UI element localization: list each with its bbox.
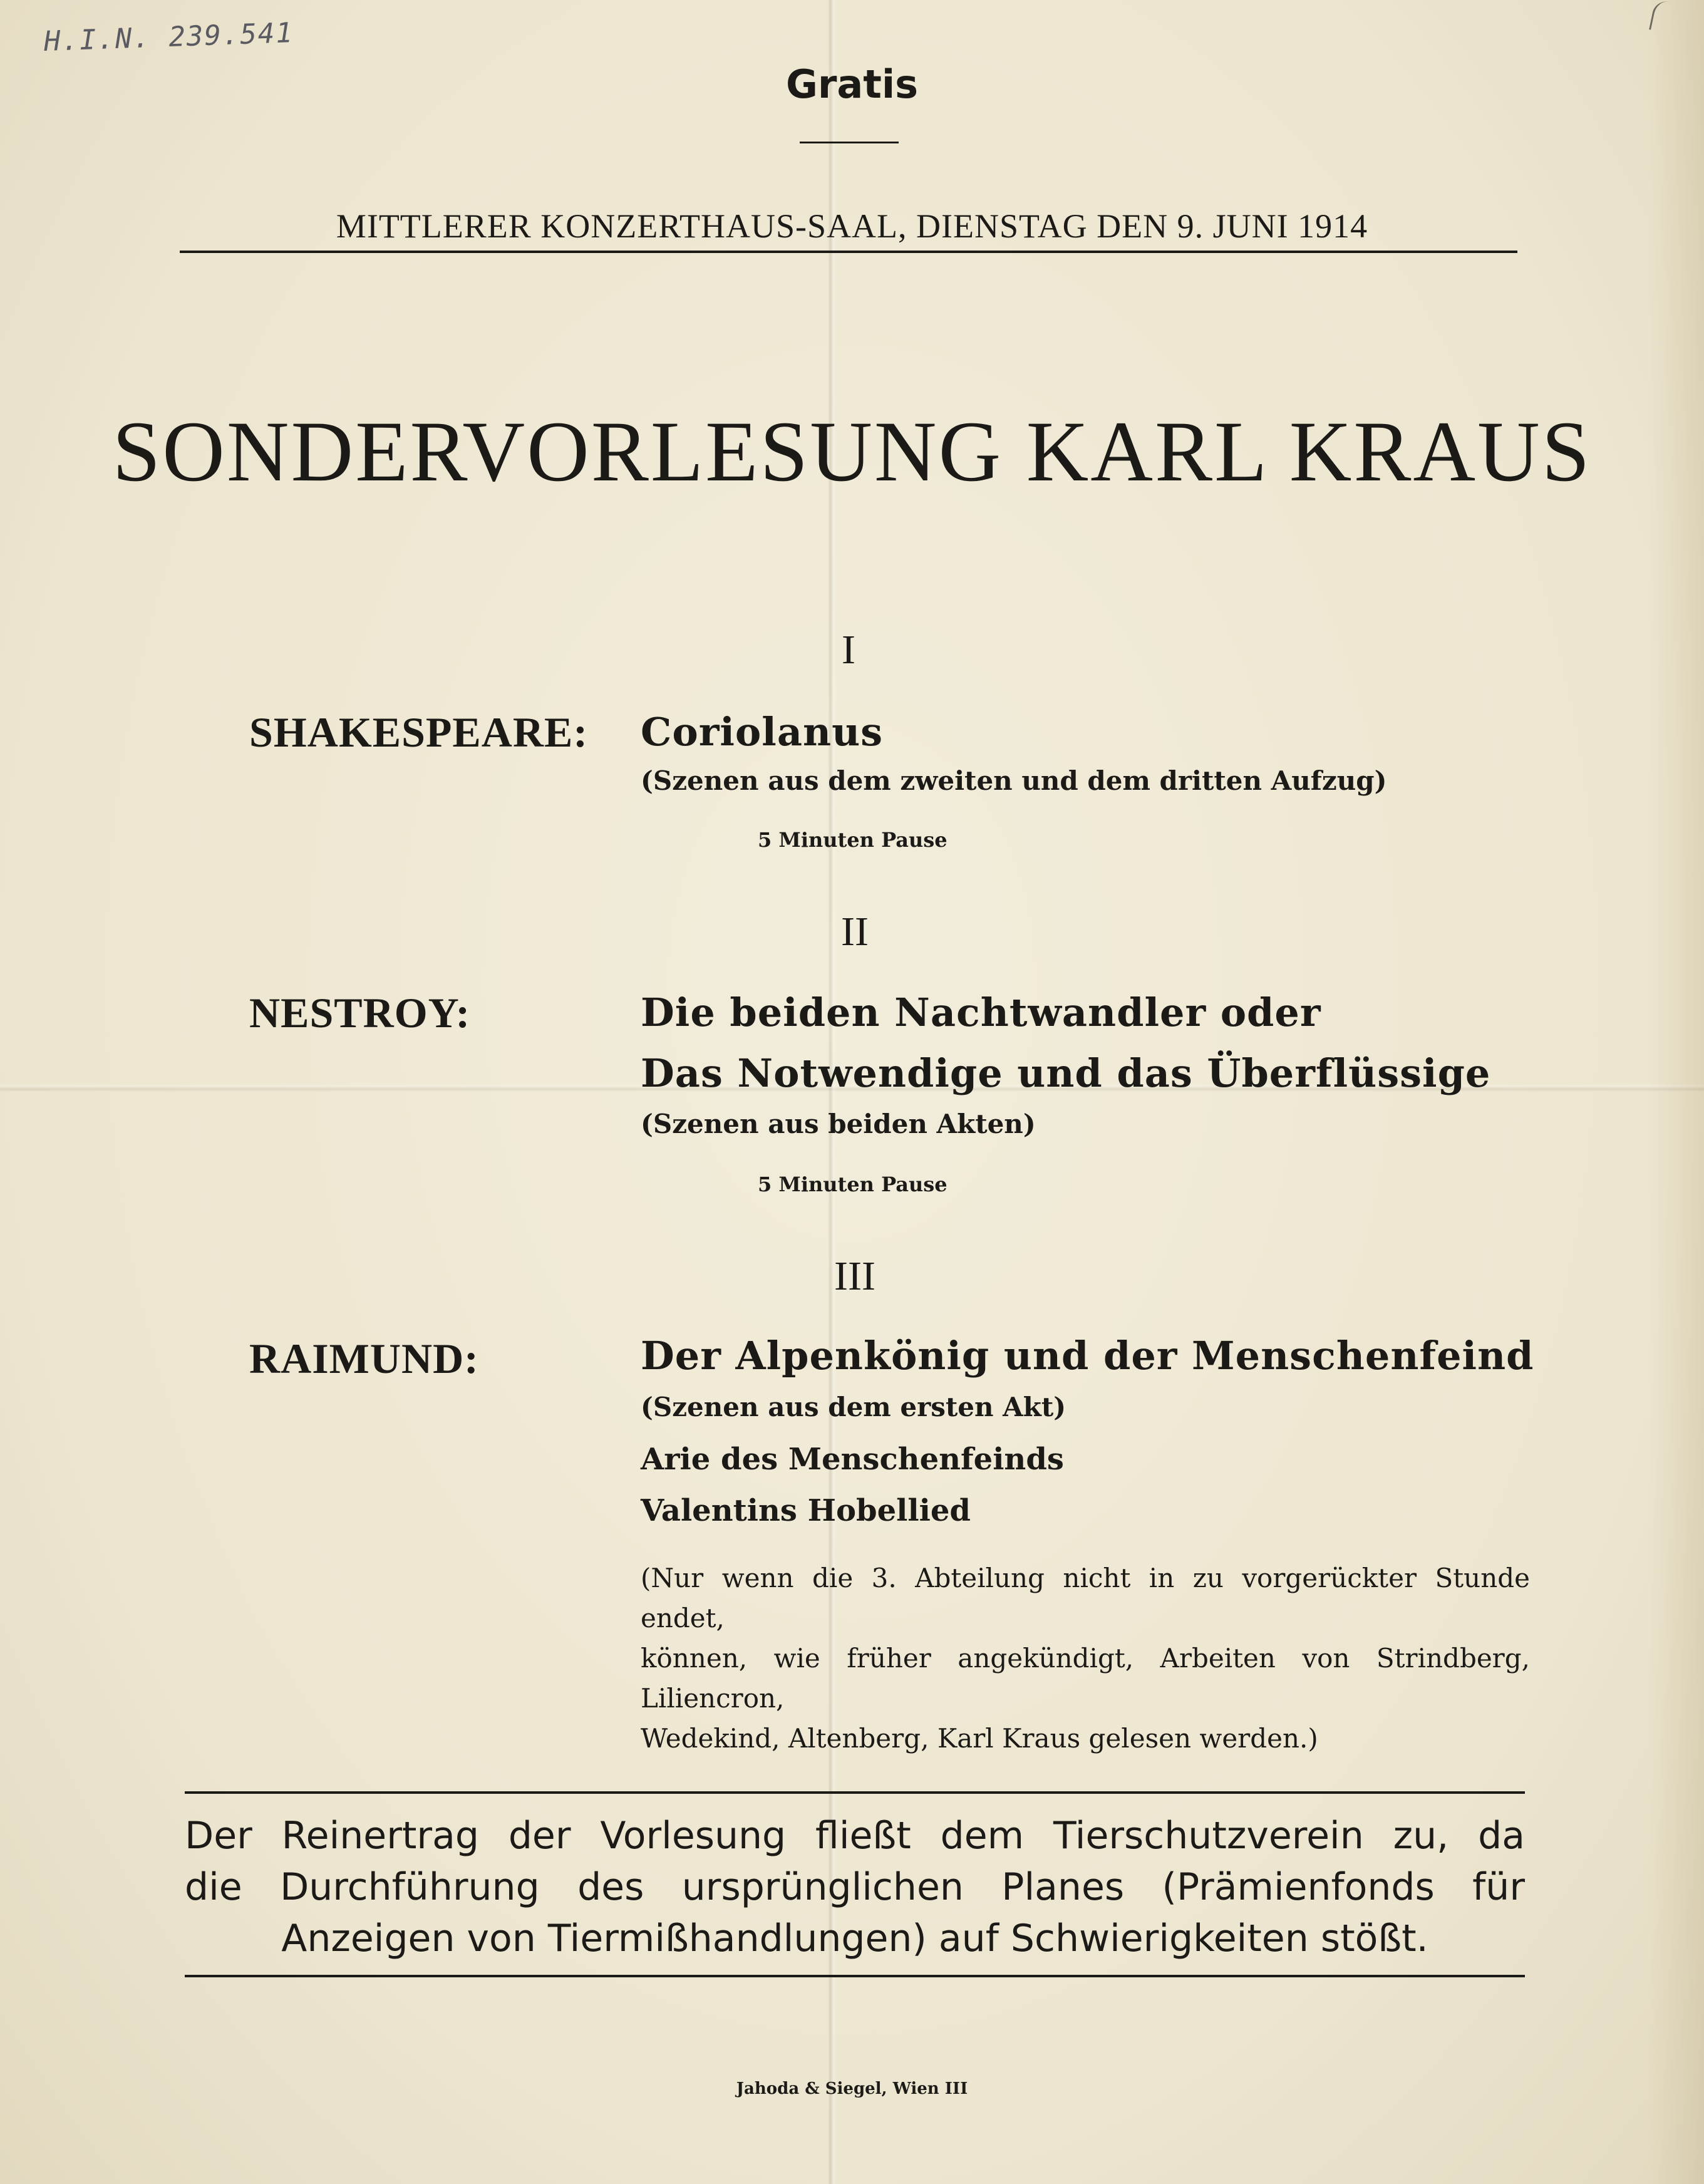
paper-edge-stain xyxy=(1648,0,1704,2184)
proceeds-notice xyxy=(185,1810,1525,1964)
section-numeral-1: I xyxy=(842,627,855,673)
section-pause-1: 5 Minuten Pause xyxy=(758,828,948,852)
section-note-2: (Szenen aus beiden Akten) xyxy=(641,1109,1036,1139)
venue-rule xyxy=(180,251,1517,253)
gratis-divider xyxy=(800,142,899,143)
section-note-1: (Szenen aus dem zweiten und dem dritten Aufzug) xyxy=(641,765,1387,796)
song-hobellied: Valentins Hobellied xyxy=(641,1493,971,1528)
proceeds-line: Anzeigen von Tiermißhandlungen) auf Schwierigkeiten stößt. xyxy=(281,1917,1428,1960)
proceeds-line: die Durchführung des ursprünglichen Planes (Prämienfonds für xyxy=(185,1865,1525,1909)
page-title: SONDERVORLESUNG KARL KRAUS xyxy=(112,403,1592,499)
song-aria: Arie des Menschenfeinds xyxy=(641,1442,1064,1477)
section-work-3: Der Alpenkönig und der Menschenfeind xyxy=(641,1333,1534,1379)
remark-line: Wedekind, Altenberg, Karl Kraus gelesen werden.) xyxy=(641,1723,1318,1754)
proceeds-line: Der Reinertrag der Vorlesung fließt dem Tierschutzverein zu, da xyxy=(185,1814,1525,1858)
proceeds-top-rule xyxy=(185,1791,1525,1794)
section-numeral-3: III xyxy=(834,1253,875,1299)
section-author-1: SHAKESPEARE: xyxy=(249,708,588,756)
archive-number: H.I.N. 239.541 xyxy=(43,17,294,58)
section-author-2: NESTROY: xyxy=(249,989,471,1037)
printer-imprint: Jahoda & Siegel, Wien III xyxy=(736,2079,968,2098)
remark-line: (Nur wenn die 3. Abteilung nicht in zu vorgerückter Stunde endet, xyxy=(641,1563,1530,1633)
section-author-3: RAIMUND: xyxy=(249,1335,479,1382)
proceeds-bottom-rule xyxy=(185,1975,1525,1977)
remark-line: können, wie früher angekündigt, Arbeiten von Strindberg, Liliencron, xyxy=(641,1643,1530,1714)
section-note-3: (Szenen aus dem ersten Akt) xyxy=(641,1392,1066,1422)
gratis-label: Gratis xyxy=(785,61,919,107)
section-pause-2: 5 Minuten Pause xyxy=(758,1172,948,1196)
section-numeral-2: II xyxy=(841,909,869,955)
conditional-remark xyxy=(641,1558,1530,1759)
venue-date-line: MITTLERER KONZERTHAUS-SAAL, DIENSTAG DEN 9. JUNI 1914 xyxy=(336,207,1368,245)
section-work-1: Coriolanus xyxy=(641,709,884,755)
section-work-2-line-1: Die beiden Nachtwandler oder xyxy=(641,990,1321,1035)
section-work-2-line-2: Das Notwendige und das Überflüssige xyxy=(641,1050,1491,1096)
